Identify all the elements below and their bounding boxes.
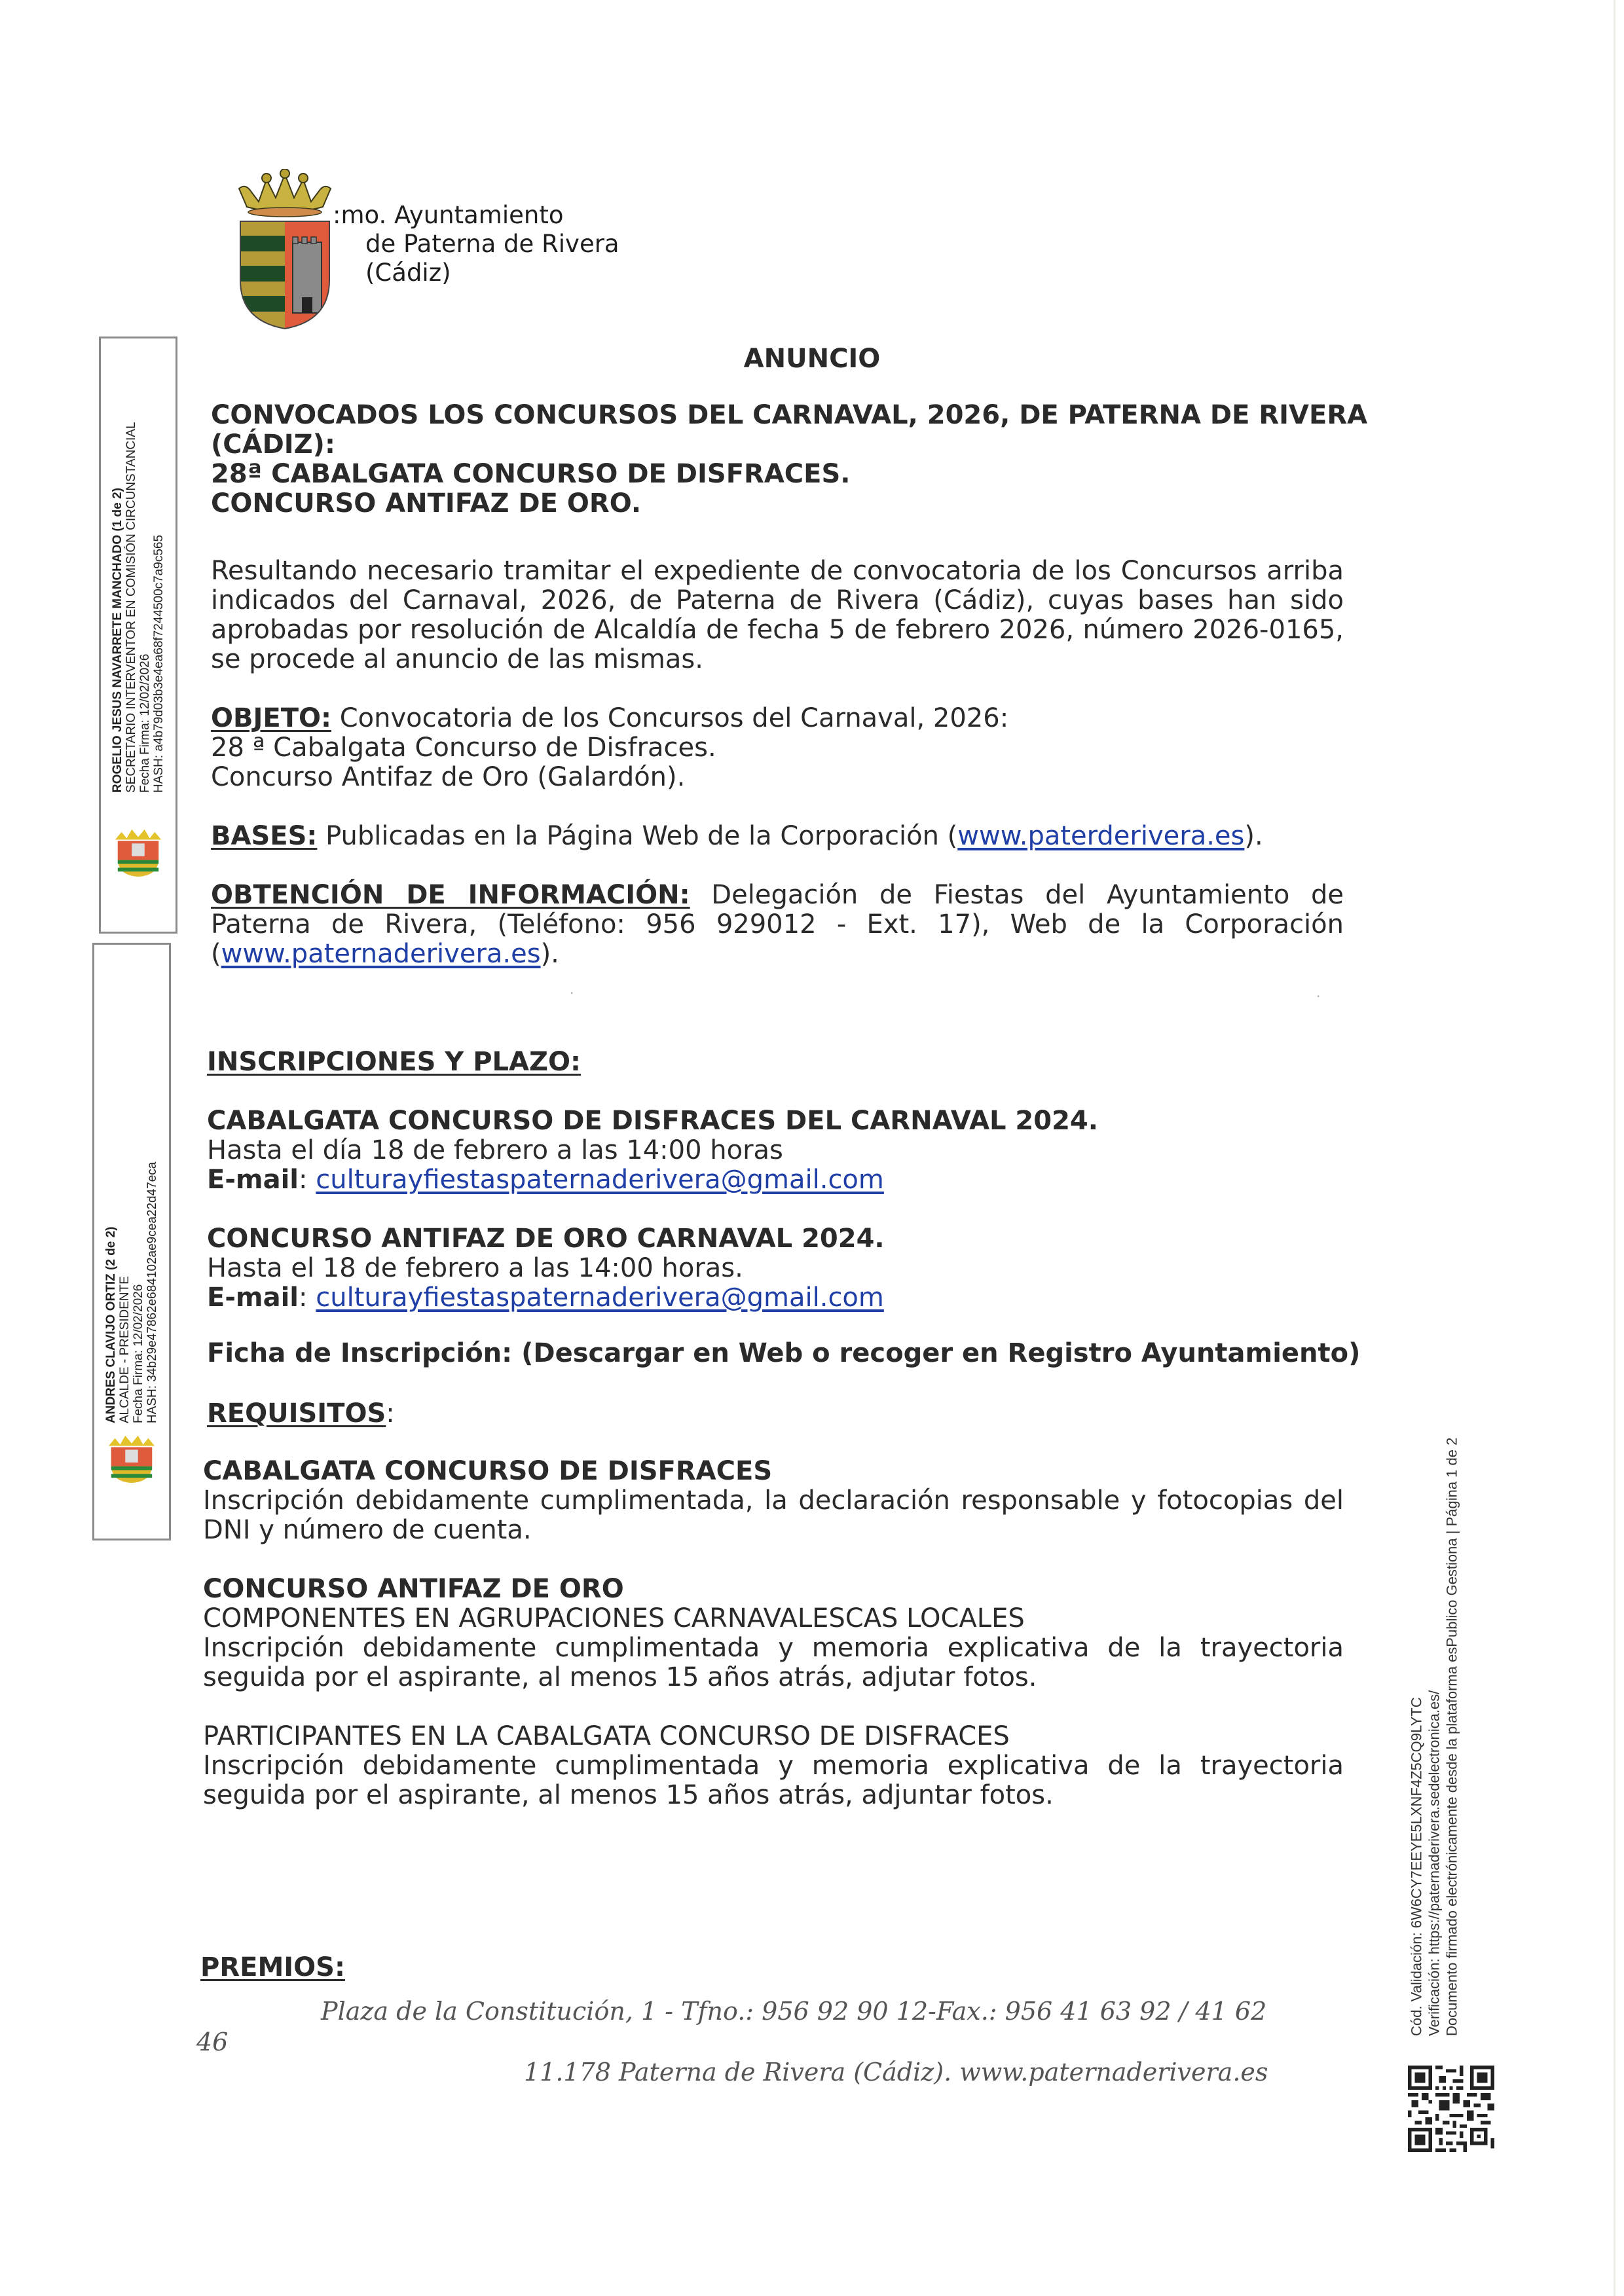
requisitos-antifaz [203,1575,1344,1692]
signature-box-2 [92,943,171,1540]
inscripciones-section [207,1048,1340,1077]
signer-role: ALCALDE - PRESIDENTE [118,1276,132,1423]
objeto-text: Convocatoria de los Concursos del Carnaval, 2026: [331,703,1009,733]
institution-header [333,201,619,287]
bases-end: ). [1244,821,1263,851]
email-label: E-mail [207,1283,299,1313]
informacion-link[interactable]: www.paternaderivera.es [221,939,541,969]
document-title: ANUNCIO [743,344,881,374]
intro-text: Resultando necesario tramitar el expediente de convocatoria de los Concursos arriba indicados del Carnaval, 2026, de Paterna de Rivera (Cádiz), cuyas bases han sido aprobadas por resolución de Alcaldía de fecha 5 de febrero 2026, número 2026-0165, se procede al anuncio de las mismas. [211,556,1344,674]
bases-label: BASES: [211,821,318,851]
signature-hash: HASH: a4b79d03b3e4ea68f7244500c7a9c565 [152,535,166,793]
requisitos-label: REQUISITOS [207,1398,386,1429]
requisitos-cabalgata-title: CABALGATA CONCURSO DE DISFRACES [203,1456,773,1486]
objeto-item-2: Concurso Antifaz de Oro (Galardón). [211,762,686,792]
premios-label: PREMIOS: [200,1952,345,1982]
verification-block [1388,1381,1480,2036]
signature-1-text [111,335,166,793]
intro-paragraph [211,556,1344,674]
requisitos-antifaz-text-2: Inscripción debidamente cumplimentada y memoria explicativa de la trayectoria seguida por el aspirante, al menos 15 años atrás, adjuntar fotos. [203,1751,1344,1810]
requisitos-antifaz-subtitle-1: COMPONENTES EN AGRUPACIONES CARNAVALESCAS LOCALES [203,1603,1025,1633]
email-label: E-mail [207,1165,299,1195]
requisitos-antifaz-text-1: Inscripción debidamente cumplimentada y memoria explicativa de la trayectoria seguida por el aspirante, al menos 15 años atrás, adjutar fotos. [203,1633,1344,1692]
scan-speck: · [1316,989,1321,1004]
bases-link[interactable]: www.paterderivera.es [957,821,1245,851]
bases-text: Publicadas en la Página Web de la Corporación ( [317,821,958,851]
headline-line-1: CONVOCADOS LOS CONCURSOS DEL CARNAVAL, 2026, DE PATERNA DE RIVERA [211,400,1368,430]
footer-address-continued: 46 [196,2028,229,2056]
informacion-text: Delegación de Fiestas del Ayuntamiento de Paterna de Rivera, (Teléfono: 956 929012 - Ext. 17), Web de la Corporación ( [211,880,1344,969]
cabalgata-email-link[interactable]: culturayfiestaspaternaderivera@gmail.com [316,1165,884,1195]
qr-code [1408,2066,1494,2152]
coat-of-arms-logo [232,169,337,333]
signer-name: ANDRES CLAVIJO ORTIZ (2 de 2) [104,1226,118,1423]
inscripcion-antifaz-title: CONCURSO ANTIFAZ DE ORO CARNAVAL 2024. [207,1224,885,1254]
email-separator: : [299,1283,316,1313]
signer-role: SECRETARIO INTERVENTOR EN COMISIÓN CIRCUNSTANCIAL [124,422,138,793]
mini-shield-icon [113,826,164,879]
headline-line-3: 28ª CABALGATA CONCURSO DE DISFRACES. [211,459,851,489]
headline [211,400,1368,519]
signer-name: ROGELIO JESUS NAVARRETE MANCHADO (1 de 2) [111,488,124,793]
objeto-item-1: 28 ª Cabalgata Concurso de Disfraces. [211,733,716,763]
signature-box-1 [99,337,177,934]
bases-section [211,822,1344,851]
validation-code: Cód. Validación: 6W6CY7EEYE5LXNF4Z5CQ9LYTC [1408,1697,1425,2036]
requisitos-antifaz-participantes [203,1722,1344,1810]
verification-url[interactable]: Verificación: https://paternaderivera.sedelectronica.es/ [1426,1690,1443,2036]
requisitos-cabalgata-text: Inscripción debidamente cumplimentada, la declaración responsable y fotocopias del DNI y número de cuenta. [203,1485,1344,1545]
requisitos-antifaz-title: CONCURSO ANTIFAZ DE ORO [203,1574,624,1604]
signature-hash: HASH: 34b29e47862e684102ae9cea22d47eca [145,1161,159,1423]
objeto-label: OBJETO: [211,703,331,733]
scan-speck: · [570,985,574,1001]
requisitos-colon: : [386,1398,395,1429]
headline-line-4: CONCURSO ANTIFAZ DE ORO. [211,488,642,519]
ficha-inscripcion: Ficha de Inscripción: (Descargar en Web o recoger en Registro Ayuntamiento) [207,1338,1361,1368]
inscripcion-antifaz [207,1224,1340,1313]
signature-2-text [104,965,159,1423]
informacion-label: OBTENCIÓN DE INFORMACIÓN: [211,880,690,910]
crown-icon [239,169,331,217]
inscripcion-antifaz-deadline: Hasta el 18 de febrero a las 14:00 horas. [207,1253,743,1283]
institution-province: (Cádiz) [365,259,451,287]
premios-section [200,1953,1333,1982]
objeto-section [211,704,1344,792]
institution-name: :mo. Ayuntamiento [333,201,564,229]
platform-notice: Documento firmado electrónicamente desde la plataforma esPublico Gestiona | Página 1 de 2 [1443,1437,1460,2036]
inscripcion-cabalgata [207,1106,1340,1195]
institution-town: de Paterna de Rivera [365,230,619,258]
shield-icon [240,221,329,333]
inscripcion-cabalgata-title: CABALGATA CONCURSO DE DISFRACES DEL CARNAVAL 2024. [207,1106,1098,1136]
signature-date: Fecha Firma: 12/02/2026 [132,1284,145,1423]
requisitos-section [207,1399,1340,1429]
inscripcion-cabalgata-deadline: Hasta el día 18 de febrero a las 14:00 horas [207,1135,783,1165]
headline-line-2: (CÁDIZ): [211,429,335,460]
informacion-end: ). [540,939,559,969]
footer-city-web: 11.178 Paterna de Rivera (Cádiz). www.paternaderivera.es [524,2058,1268,2086]
footer-address: Plaza de la Constitución, 1 - Tfno.: 956 92 90 12-Fax.: 956 41 63 92 / 41 62 [321,1997,1267,2026]
antifaz-email-link[interactable]: culturayfiestaspaternaderivera@gmail.com [316,1283,884,1313]
requisitos-cabalgata [203,1457,1344,1545]
requisitos-antifaz-subtitle-2: PARTICIPANTES EN LA CABALGATA CONCURSO DE DISFRACES [203,1721,1010,1751]
informacion-section [211,881,1344,969]
email-separator: : [299,1165,316,1195]
mini-shield-icon [106,1432,157,1485]
signature-date: Fecha Firma: 12/02/2026 [138,653,152,793]
inscripciones-label: INSCRIPCIONES Y PLAZO: [207,1047,581,1077]
